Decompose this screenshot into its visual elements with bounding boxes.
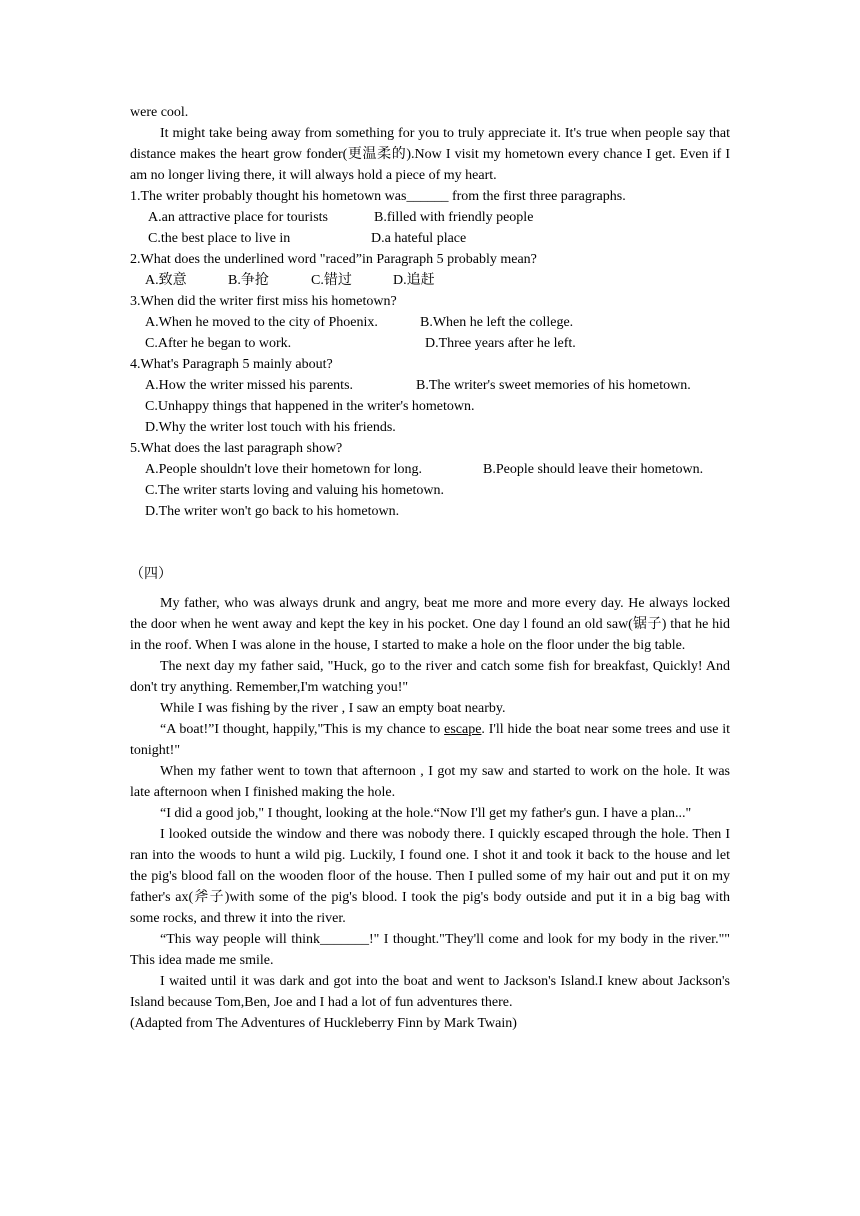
paragraph: When my father went to town that afternoon , I got my saw and started to work on the hole. It was late afternoon when I finished making the hole. — [130, 764, 730, 800]
paragraph: were cool. — [130, 105, 189, 120]
question-1 — [130, 186, 730, 249]
question-stem: 5.What does the last paragraph show? — [130, 441, 343, 456]
question-3 — [130, 291, 730, 354]
option-row — [130, 396, 730, 417]
question-stem: 3.When did the writer first miss his hometown? — [130, 294, 397, 309]
option-row — [130, 417, 730, 438]
option-a: A.致意 — [145, 273, 187, 288]
option-row — [130, 270, 730, 291]
question-stem: 1.The writer probably thought his hometown was______ from the first three paragraphs. — [130, 189, 626, 204]
option-a: A.People shouldn't love their hometown for long. — [145, 462, 423, 477]
option-row — [130, 228, 730, 249]
question-stem: 4.What's Paragraph 5 mainly about? — [130, 357, 333, 372]
option-c: C.After he began to work. — [145, 336, 292, 351]
text-run: . I'll hide the boat near some trees and use it tonight!" — [130, 722, 731, 758]
question-2 — [130, 249, 730, 291]
question-5 — [130, 438, 730, 522]
option-d: D.a hateful place — [371, 231, 467, 246]
paragraph: I waited until it was dark and got into the boat and went to Jackson's Island.I knew about Jackson's Island because Tom,Ben, Joe and I had a lot of fun adventures there. — [130, 974, 730, 1010]
option-b: B.The writer's sweet memories of his hometown. — [416, 378, 691, 393]
option-d: D.追赶 — [393, 273, 435, 288]
option-a: A.How the writer missed his parents. — [145, 378, 354, 393]
option-d: D.The writer won't go back to his hometown. — [145, 504, 400, 519]
option-d: D.Three years after he left. — [425, 336, 576, 351]
paragraph: “This way people will think_______!" I thought."They'll come and look for my body in the river."" This idea made me smile. — [130, 932, 730, 968]
option-a: A.When he moved to the city of Phoenix. — [145, 315, 378, 330]
source-note: (Adapted from The Adventures of Huckleberry Finn by Mark Twain) — [130, 1016, 517, 1031]
option-row — [130, 312, 730, 333]
option-row — [130, 459, 730, 480]
document-page — [130, 102, 730, 1034]
option-row — [130, 207, 730, 228]
section-gap — [130, 522, 730, 564]
paragraph: My father, who was always drunk and angry, beat me more and more every day. He always locked the door when he went away and kept the key in his pocket. One day l found an old saw(锯子) that he hid in the roof. When I was alone in the house, I started to make a hole on the floor under the big table. — [130, 596, 730, 653]
question-stem: 2.What does the underlined word "raced”in Paragraph 5 probably mean? — [130, 252, 537, 267]
question-4 — [130, 354, 730, 438]
section-title: （四） — [130, 567, 172, 582]
option-b: B.People should leave their hometown. — [483, 462, 704, 477]
option-c: C.错过 — [311, 273, 352, 288]
paragraph: “I did a good job," I thought, looking at the hole.“Now I'll get my father's gun. I have a plan..." — [160, 806, 692, 821]
option-a: A.an attractive place for tourists — [148, 210, 328, 225]
option-b: B.filled with friendly people — [374, 210, 534, 225]
option-row — [130, 333, 730, 354]
option-b: B.When he left the college. — [420, 315, 574, 330]
underlined-word: escape — [444, 722, 482, 737]
option-c: C.Unhappy things that happened in the writer's hometown. — [145, 399, 475, 414]
option-d: D.Why the writer lost touch with his friends. — [145, 420, 396, 435]
option-b: B.争抢 — [228, 273, 269, 288]
option-row — [130, 501, 730, 522]
paragraph: I looked outside the window and there was nobody there. I quickly escaped through the hole. Then I ran into the woods to hunt a wild pig. Luckily, I found one. I shot it and took it back to the house and let the pig's blood fall on the wooden floor of the house. Then I pulled some of my hair out and put it on my father's ax(斧子)with some of the pig's blood. I took the pig's body outside and put it in a big bag with some rocks, and threw it into the river. — [130, 827, 730, 926]
paragraph: The next day my father said, "Huck, go to the river and catch some fish for breakfast, Quickly! And don't try anything. Remember,I'm watching you!" — [130, 659, 730, 695]
paragraph — [130, 719, 730, 761]
paragraph: It might take being away from something for you to truly appreciate it. It's true when people say that distance makes the heart grow fonder(更温柔的).Now I visit my hometown every chance I get. Even if I am no longer living there, it will always hold a piece of my heart. — [130, 126, 730, 183]
option-row — [130, 375, 730, 396]
text-run: “A boat!”I thought, happily,"This is my chance to — [160, 722, 445, 737]
paragraph: While I was fishing by the river , I saw an empty boat nearby. — [160, 701, 506, 716]
option-row — [130, 480, 730, 501]
option-c: C.The writer starts loving and valuing his hometown. — [145, 483, 445, 498]
option-c: C.the best place to live in — [148, 231, 291, 246]
